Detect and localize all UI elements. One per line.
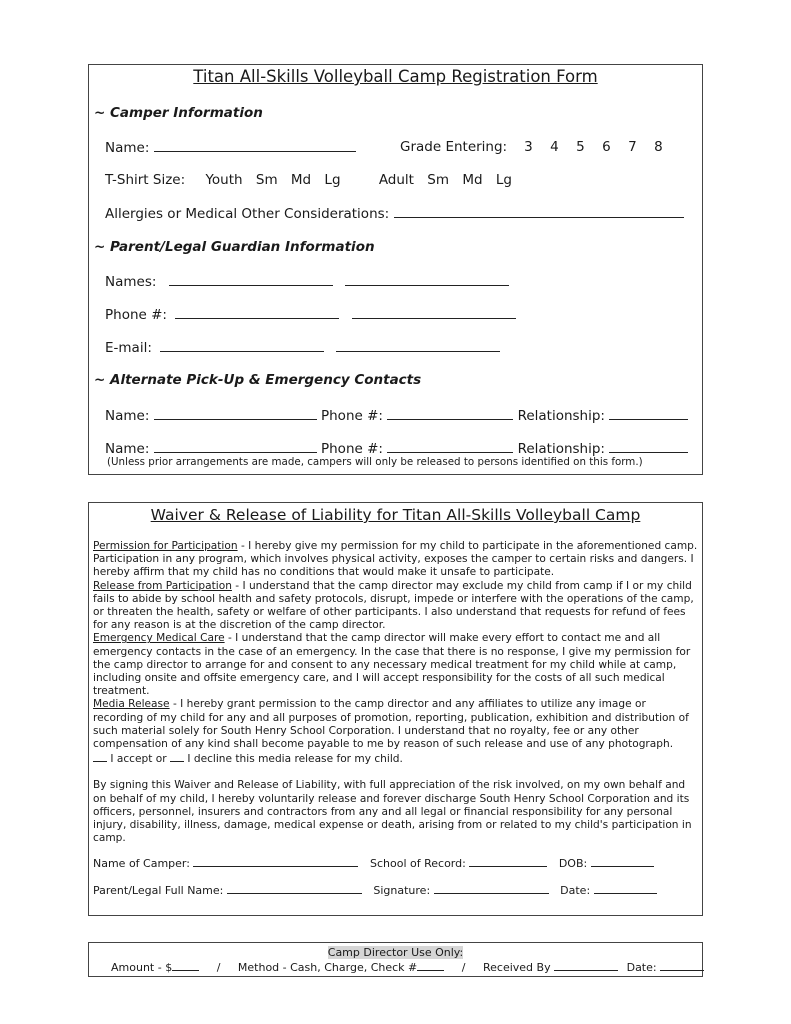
emergency-paragraph [93, 632, 698, 698]
parent-phone-field-1[interactable] [175, 306, 339, 319]
release-heading: Release from Participation [93, 579, 232, 592]
decline-text: I decline this media release for my child. [187, 753, 403, 766]
youth-label: Youth [205, 172, 243, 188]
camper-name-label: Name: [105, 140, 150, 156]
director-heading [89, 946, 702, 959]
director-fields-row [111, 960, 704, 974]
release-note: (Unless prior arrangements are made, campers will only be released to persons identified on this form.) [107, 456, 643, 468]
grade-row [400, 139, 671, 155]
youth-size-option[interactable]: Lg [324, 172, 341, 188]
grade-option[interactable]: 4 [550, 139, 559, 155]
adult-size-option[interactable]: Lg [495, 172, 512, 188]
parent-names-row [105, 273, 509, 290]
contact-phone-field[interactable] [387, 440, 513, 453]
grade-option[interactable]: 8 [654, 139, 663, 155]
signature-field[interactable] [434, 883, 549, 894]
signature-label: Signature: [373, 884, 431, 897]
received-label: Received By [482, 961, 551, 974]
contact-phone-label: Phone #: [320, 408, 383, 424]
adult-size-option[interactable]: Md [462, 172, 483, 188]
allergies-row [105, 205, 684, 222]
allergies-field[interactable] [394, 205, 684, 218]
release-paragraph [93, 580, 698, 633]
youth-size-option[interactable]: Sm [255, 172, 278, 188]
contact-relationship-field[interactable] [609, 440, 688, 453]
director-heading-text: Camp Director Use Only: [327, 946, 464, 959]
camper-name-label: Name of Camper: [93, 857, 190, 870]
camper-name-field[interactable] [154, 139, 356, 152]
school-field[interactable] [469, 856, 547, 867]
contact-name-field[interactable] [154, 440, 317, 453]
adult-label: Adult [378, 172, 414, 188]
media-text: - I hereby grant permission to the camp director and any affiliates to utilize any image or recording of my child for any and all purposes of promotion, reporting, publication, exhibition and distribution of such material solely for South Henry School Corporation. I understand that no royalty, fee or any other compensation of any kind shall become payable to me by reason of such release and use of any photograph. [93, 698, 689, 751]
waiver-body [93, 540, 698, 845]
waiver-title: Waiver & Release of Liability for Titan All-Skills Volleyball Camp [150, 506, 641, 524]
signing-paragraph: By signing this Waiver and Release of Liability, with full appreciation of the risk involved, on my own behalf and on behalf of my child, I hereby voluntarily release and forever discharge South Henry School Corporation and its officers, personnel, insurers and contractors from any and all legal or financial responsibility for any personal injury, disability, illness, damage, medical expense or death, arising from or related to my child's participation in camp. [93, 779, 692, 845]
contact-name-label: Name: [105, 441, 150, 457]
parent-names-label: Names: [105, 274, 157, 290]
alternate-section-heading: ~ Alternate Pick-Up & Emergency Contacts [94, 372, 422, 388]
grade-option[interactable]: 6 [602, 139, 611, 155]
release-text: - I understand that the camp director may exclude my child from camp if I or my child fails to abide by school health and safety protocols, disrupt, impede or interfere with the operations of the camp, or threaten the health, safety or welfare of other participants. I also understand that requests for refund of fees for any reason is at the discretion of the camp director. [93, 579, 694, 632]
camper-section-heading: ~ Camper Information [94, 105, 263, 121]
parent-phone-row [105, 306, 516, 323]
method-label: Method - Cash, Charge, Check # [237, 961, 418, 974]
camper-info-row [93, 856, 654, 870]
contact-phone-label: Phone #: [320, 441, 383, 457]
permission-heading: Permission for Participation [93, 540, 238, 552]
grade-option[interactable]: 5 [576, 139, 585, 155]
director-box [88, 942, 703, 977]
youth-size-option[interactable]: Md [290, 172, 312, 188]
date-field[interactable] [594, 883, 657, 894]
media-heading: Media Release [93, 698, 170, 711]
registration-title: Titan All-Skills Volleyball Camp Registration Form [193, 67, 598, 86]
contact-row [105, 407, 688, 424]
amount-field[interactable] [172, 960, 199, 971]
contact-relationship-label: Relationship: [517, 441, 605, 457]
adult-size-option[interactable]: Sm [427, 172, 450, 188]
date-label: Date: [560, 884, 591, 897]
emergency-heading: Emergency Medical Care [93, 632, 225, 645]
director-date-label: Date: [626, 961, 657, 974]
tshirt-label: T-Shirt Size: [105, 172, 186, 188]
check-number-field[interactable] [417, 960, 444, 971]
accept-checkbox[interactable] [93, 751, 107, 762]
parent-email-field-2[interactable] [336, 339, 500, 352]
received-by-field[interactable] [554, 960, 618, 971]
contact-name-label: Name: [105, 408, 150, 424]
allergies-label: Allergies or Medical Other Considerations: [105, 206, 390, 222]
parent-full-name-field[interactable] [227, 883, 362, 894]
decline-checkbox[interactable] [170, 751, 184, 762]
director-date-field[interactable] [660, 960, 704, 971]
parent-email-row [105, 339, 500, 356]
school-label: School of Record: [369, 857, 466, 870]
contact-phone-field[interactable] [387, 407, 513, 420]
media-paragraph [93, 698, 698, 751]
waiver-camper-name-field[interactable] [193, 856, 358, 867]
contact-relationship-label: Relationship: [517, 408, 605, 424]
dob-field[interactable] [591, 856, 654, 867]
parent-name-field-1[interactable] [169, 273, 333, 286]
parent-phone-label: Phone #: [105, 307, 167, 323]
grade-label: Grade Entering: [400, 139, 508, 155]
contact-row [105, 440, 688, 457]
parent-section-heading: ~ Parent/Legal Guardian Information [94, 239, 375, 255]
contact-name-field[interactable] [154, 407, 317, 420]
dob-label: DOB: [558, 857, 588, 870]
grade-option[interactable]: 7 [628, 139, 637, 155]
grade-option[interactable]: 3 [524, 139, 533, 155]
permission-paragraph [93, 540, 698, 580]
accept-text: I accept or [110, 753, 167, 766]
parent-name-field-2[interactable] [345, 273, 509, 286]
separator: / [461, 961, 466, 974]
amount-label: Amount - $ [111, 961, 173, 974]
parent-email-label: E-mail: [105, 340, 152, 356]
parent-name-label: Parent/Legal Full Name: [93, 884, 224, 897]
parent-phone-field-2[interactable] [352, 306, 516, 319]
contact-relationship-field[interactable] [609, 407, 688, 420]
camper-name-row [105, 139, 356, 156]
emergency-text: - I understand that the camp director will make every effort to contact me and all emergency contacts in the case of an emergency. In the case that there is no response, I give my permission for the camp director to arrange for and consent to any necessary medical treatment for my child while at camp, including onsite and offsite emergency care, and I will accept responsibility for the costs of all such medical treatment. [93, 632, 691, 698]
waiver-form [88, 502, 703, 916]
parent-signature-row [93, 883, 657, 897]
permission-text: - I hereby give my permission for my child to participate in the aforementioned camp. Participation in any program, which involves physical activity, exposes the camper to certain risks and dangers. I hereby affirm that my child has no conditions that would make it unsafe to participate. [93, 540, 698, 579]
tshirt-row [105, 172, 521, 188]
separator: / [216, 961, 221, 974]
parent-email-field-1[interactable] [160, 339, 324, 352]
media-choice [93, 751, 698, 766]
registration-form [88, 64, 703, 475]
